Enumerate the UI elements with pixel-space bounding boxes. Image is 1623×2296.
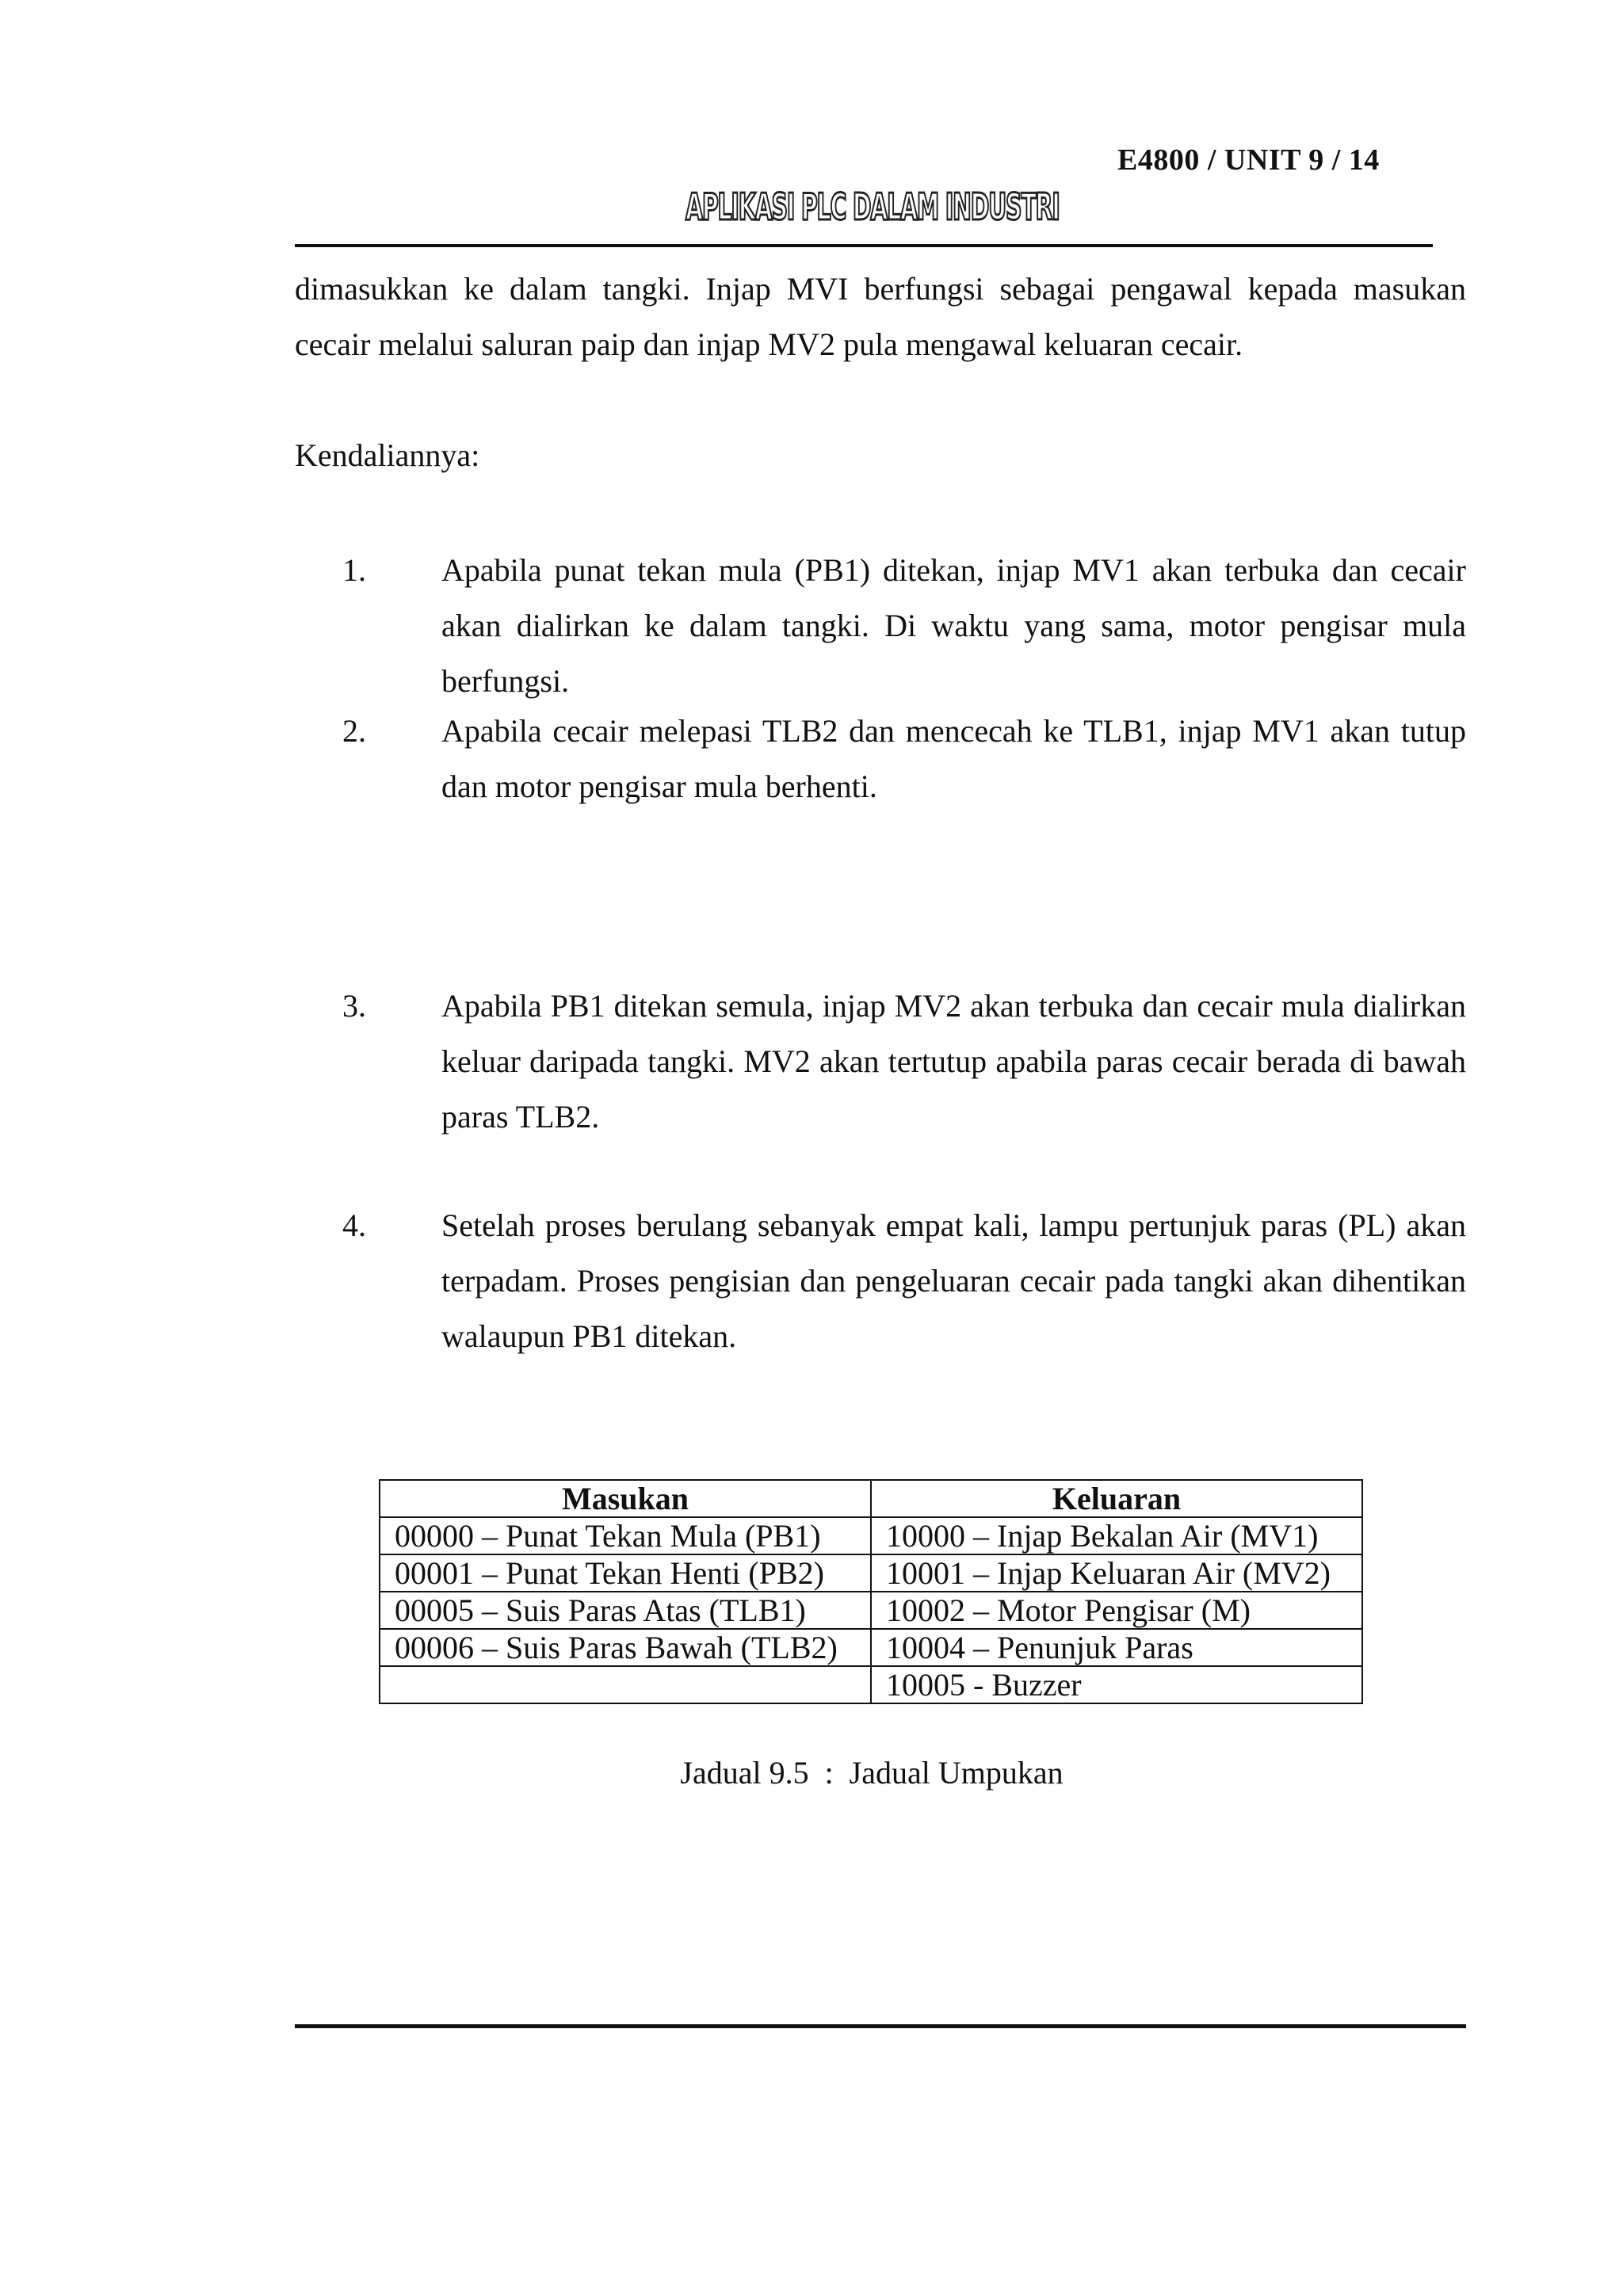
- table-row: [380, 1666, 1362, 1703]
- table-cell: 10004 – Penunjuk Paras: [871, 1629, 1362, 1666]
- list-item-number: 3.: [342, 988, 366, 1024]
- page-code: E4800 / UNIT 9 / 14: [1117, 143, 1380, 177]
- list-item-text: Apabila cecair melepasi TLB2 dan mencecah ke TLB1, injap MV1 akan tutup dan motor pengisar mula berhenti.: [441, 713, 1466, 804]
- column-header-masukan: Masukan: [380, 1480, 871, 1517]
- table-caption: Jadual 9.5 : Jadual Umpukan: [680, 1755, 1064, 1791]
- table-cell: 10005 - Buzzer: [871, 1666, 1362, 1703]
- list-item-text: Apabila PB1 ditekan semula, injap MV2 akan terbuka dan cecair mula dialirkan keluar daripada tangki. MV2 akan tertutup apabila paras cecair berada di bawah paras TLB2.: [441, 988, 1466, 1135]
- header-banner: APLIKASI PLC DALAM INDUSTRI: [685, 185, 1060, 228]
- table-row: [380, 1517, 1362, 1554]
- footer-rule: [295, 2024, 1466, 2028]
- list-item-number: 2.: [342, 713, 366, 749]
- header-rule: [295, 244, 1433, 247]
- list-item-text: Setelah proses berulang sebanyak empat kali, lampu pertunjuk paras (PL) akan terpadam. Proses pengisian dan pengeluaran cecair pada tangki akan dihentikan walaupun PB1 ditekan.: [441, 1207, 1466, 1354]
- table-cell: 00006 – Suis Paras Bawah (TLB2): [380, 1629, 871, 1666]
- column-header-keluaran: Keluaran: [871, 1480, 1362, 1517]
- list-item-number: 4.: [342, 1207, 366, 1243]
- table-row: [380, 1592, 1362, 1629]
- intro-paragraph: dimasukkan ke dalam tangki. Injap MVI berfungsi sebagai pengawal kepada masukan cecair melalui saluran paip dan injap MV2 pula mengawal keluaran cecair.: [295, 271, 1466, 362]
- table-row: [380, 1629, 1362, 1666]
- section-heading: Kendaliannya:: [295, 437, 480, 473]
- table-cell: 10000 – Injap Bekalan Air (MV1): [871, 1517, 1362, 1554]
- table-cell: 00001 – Punat Tekan Henti (PB2): [380, 1554, 871, 1592]
- table-cell: 10001 – Injap Keluaran Air (MV2): [871, 1554, 1362, 1592]
- table-row: [380, 1554, 1362, 1592]
- list-item-number: 1.: [342, 552, 366, 588]
- list-item-text: Apabila punat tekan mula (PB1) ditekan, injap MV1 akan terbuka dan cecair akan dialirkan ke dalam tangki. Di waktu yang sama, motor pengisar mula berfungsi.: [441, 552, 1466, 699]
- table-cell: 00000 – Punat Tekan Mula (PB1): [380, 1517, 871, 1554]
- table-cell: 00005 – Suis Paras Atas (TLB1): [380, 1592, 871, 1629]
- table-cell: [380, 1666, 871, 1703]
- table-cell: 10002 – Motor Pengisar (M): [871, 1592, 1362, 1629]
- io-assignment-table: [379, 1479, 1363, 1704]
- table-header-row: [380, 1480, 1362, 1517]
